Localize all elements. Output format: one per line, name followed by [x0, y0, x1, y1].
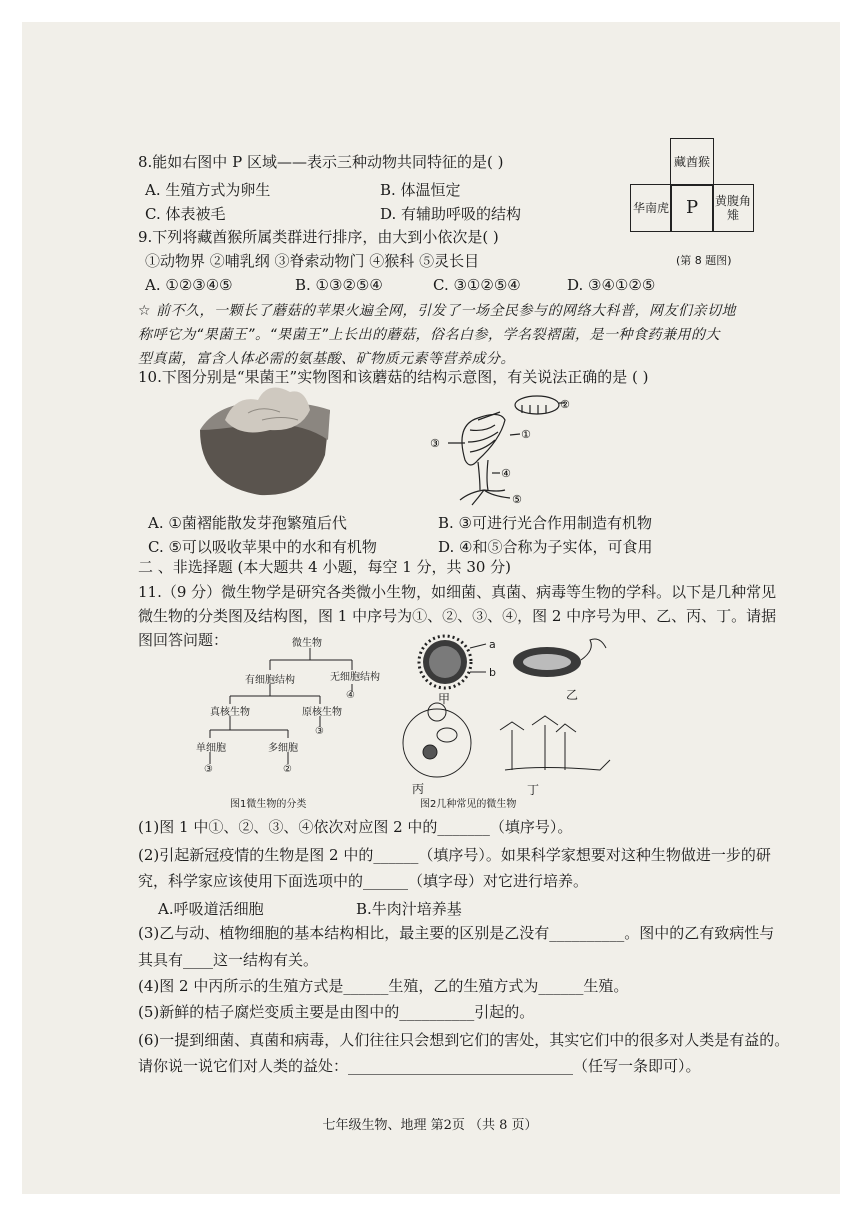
fig2-virus-jia: [419, 636, 486, 688]
q9-option-d: D. ③④①②⑤: [567, 276, 656, 294]
q8-cell-right: 黄腹角雉: [712, 184, 754, 232]
fig1-multicellular: 多细胞: [268, 743, 298, 754]
fig1-caption: 图1微生物的分类: [230, 799, 307, 810]
q11-p3b: 其具有____这一结构有关。: [138, 951, 319, 969]
q11-p3a: (3)乙与动、植物细胞的基本结构相比，最主要的区别是乙没有__________。图中的乙有致病性与: [138, 924, 775, 942]
q10-label-2: ②: [560, 398, 570, 411]
q10-label-5: ⑤: [512, 493, 522, 506]
fig2-label-jia: 甲: [438, 692, 451, 706]
q10-label-4: ④: [501, 467, 511, 480]
page-footer: 七年级生物、地理 第2页 （共 8 页）: [322, 1118, 538, 1133]
q8-figure-caption: (第 8 题图): [676, 254, 732, 267]
fig1-noncellular: 无细胞结构: [330, 672, 380, 683]
q8-cell-p: P: [670, 184, 714, 232]
q8-cell-top: 藏酋猴: [670, 138, 714, 186]
q11-p6b: 请你说一说它们对人类的益处：______________________________（任写一条即可）。: [138, 1057, 701, 1075]
section-2-title: 二 、非选择题 (本大题共 4 小题，每空 1 分，共 30 分): [138, 558, 512, 576]
q8-option-d: D. 有辅助呼吸的结构: [380, 205, 522, 223]
q10-option-d: D. ④和⑤合称为子实体，可食用: [438, 538, 653, 556]
q11-p2-option-a: A.呼吸道活细胞: [158, 900, 264, 918]
fig2-label-yi: 乙: [566, 688, 579, 702]
q8-cell-left: 华南虎: [630, 184, 672, 232]
fig2-label-a: a: [489, 638, 496, 651]
q9-items: ①动物界 ②哺乳纲 ③脊索动物门 ④猴科 ⑤灵长目: [145, 252, 480, 270]
passage-line-3: 型真菌，富含人体必需的氨基酸、矿物质元素等营养成分。: [138, 351, 515, 367]
fig1-n4: ④: [346, 690, 355, 701]
fig2-label-ding: 丁: [527, 783, 540, 797]
q11-intro-2: 微生物的分类图及结构图，图 1 中序号为①、②、③、④，图 2 中序号为甲、乙、丙、丁。请据: [138, 607, 777, 625]
q9-option-b: B. ①③②⑤④: [295, 276, 383, 294]
q10-label-3: ③: [430, 437, 440, 450]
mushroom-apple-photo: [200, 388, 330, 496]
q11-p1: (1)图 1 中①、②、③、④依次对应图 2 中的_______（填序号）。: [138, 818, 573, 836]
q10-option-c: C. ⑤可以吸收苹果中的水和有机物: [148, 538, 377, 556]
fig1-root: 微生物: [292, 638, 322, 649]
q11-intro-1: 11.（9 分）微生物学是研究各类微小生物，如细菌、真菌、病毒等生物的学科。以下是几种常见: [138, 583, 777, 601]
q11-p2-option-b: B.牛肉汁培养基: [356, 900, 462, 918]
fig1-n3a: ③: [315, 726, 324, 737]
q11-p2a: (2)引起新冠疫情的生物是图 2 中的______（填序号）。如果科学家想要对这种生物做进一步的研: [138, 846, 771, 864]
q9-option-a: A. ①②③④⑤: [145, 276, 233, 294]
fig1-n2: ②: [283, 764, 292, 775]
q9-option-c: C. ③①②⑤④: [433, 276, 521, 294]
q8-option-c: C. 体表被毛: [145, 205, 226, 223]
passage-line-1: ☆ 前不久，一颗长了蘑菇的苹果火遍全网，引发了一场全民参与的网络大科普，网友们亲切地: [138, 303, 736, 319]
fig2-label-bing: 丙: [412, 782, 425, 796]
q8-stem: 8.能如右图中 P 区域——表示三种动物共同特征的是( ): [138, 153, 504, 171]
fig2-label-b: b: [489, 666, 496, 679]
fig1-prokaryote: 原核生物: [302, 707, 342, 718]
fig2-caption: 图2几种常见的微生物: [420, 799, 517, 810]
q9-stem: 9.下列将藏酋猴所属类群进行排序，由大到小依次是( ): [138, 228, 499, 246]
fig1-cellular: 有细胞结构: [245, 675, 295, 686]
fig2-bacterium-yi: [513, 639, 606, 677]
q10-stem: 10.下图分别是“果菌王”实物图和该蘑菇的结构示意图，有关说法正确的是 ( ): [138, 368, 649, 386]
q11-p2b: 究，科学家应该使用下面选项中的______（填字母）对它进行培养。: [138, 872, 589, 890]
q11-intro-3: 图回答问题：: [138, 631, 229, 649]
fig1-n3b: ③: [204, 764, 213, 775]
mushroom-structure-diagram: [448, 396, 565, 505]
fig1-unicellular: 单细胞: [196, 743, 226, 754]
q11-p5: (5)新鲜的桔子腐烂变质主要是由图中的__________引起的。: [138, 1003, 535, 1021]
fig2-mold-ding: [500, 716, 610, 770]
fig1-eukaryote: 真核生物: [210, 707, 250, 718]
q8-option-b: B. 体温恒定: [380, 181, 461, 199]
q10-label-1: ①: [521, 428, 531, 441]
q11-p4: (4)图 2 中丙所示的生殖方式是______生殖，乙的生殖方式为______生殖。: [138, 977, 629, 995]
q8-option-a: A. 生殖方式为卵生: [145, 181, 271, 199]
fig2-yeast-bing: [403, 703, 471, 777]
passage-line-2: 称呼它为“果菌王”。“果菌王”上长出的蘑菇，俗名白参，学名裂褶菌，是一种食药兼用的大: [138, 327, 721, 343]
q11-p6a: (6)一提到细菌、真菌和病毒，人们往往只会想到它们的害处，其实它们中的很多对人类是有益的。: [138, 1031, 790, 1049]
q10-option-b: B. ③可进行光合作用制造有机物: [438, 514, 653, 532]
q10-option-a: A. ①菌褶能散发芽孢繁殖后代: [148, 514, 347, 532]
